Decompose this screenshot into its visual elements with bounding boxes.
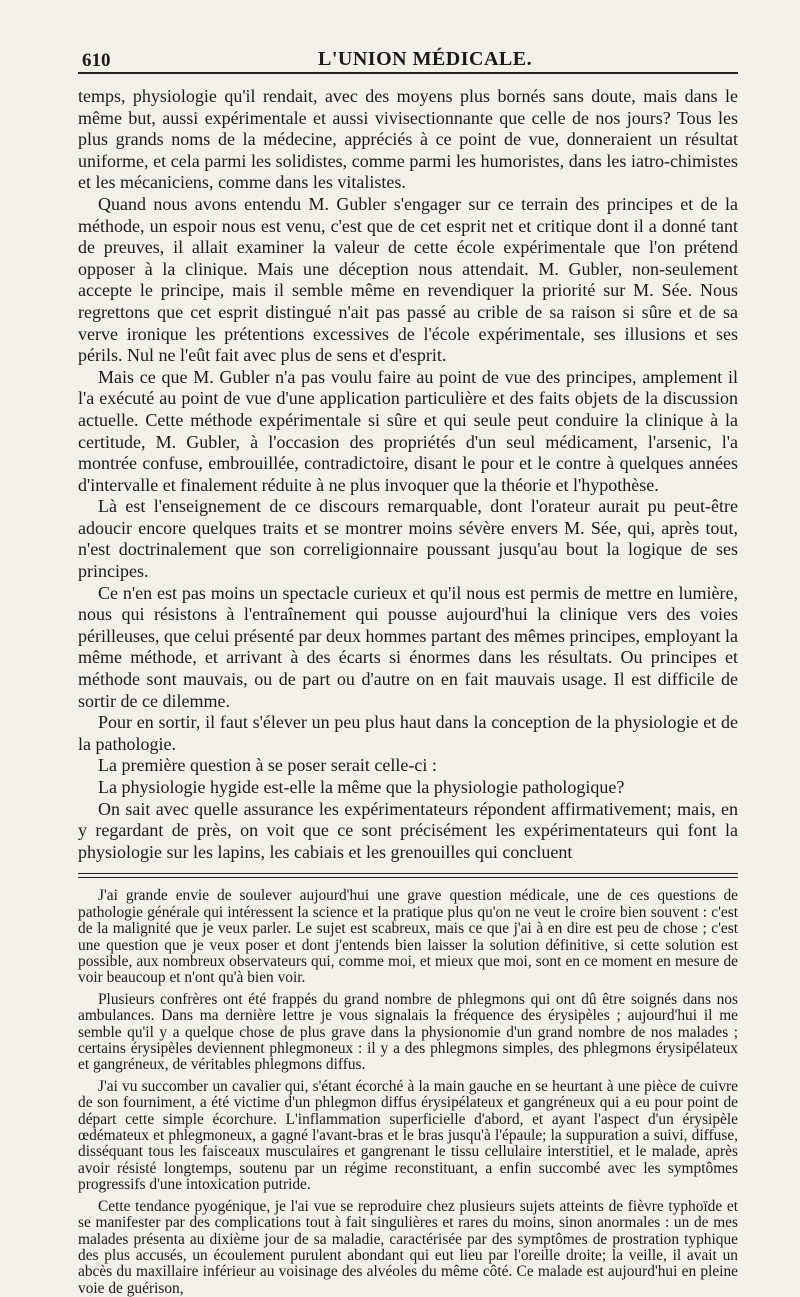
journal-page bbox=[78, 40, 738, 1297]
note-paragraph: J'ai vu succomber un cavalier qui, s'étant écorché à la main gauche en se heurtant à une pièce de cuivre de son fourniment, a été victime d'un phlegmon diffus érysipélateux et gangréneux qui a eu pour point de départ cette simple écorchure. L'inflammation superficielle d'abord, et ayant l'aspect d'un érysipèle œdémateux et phlegmoneux, a gagné l'avant-bras et le bras jusqu'à l'épaule; la suppuration a suivi, diffuse, disséquant tous les faisceaux musculaires et gangrenant le tissu cellulaire interstitiel, et le malade, après avoir résisté longtemps, soutenu par un régime reconstituant, a enfin succombé avec les symptômes progressifs d'une intoxication putride. bbox=[78, 1077, 738, 1194]
paragraph: Mais ce que M. Gubler n'a pas voulu faire au point de vue des principes, amplement il l'a exécuté au point de vue d'une application particulière et des faits objets de la discussion actuelle. Cette méthode expérimentale si sûre et qui seule peut conduire la clinique à la certitude, M. Gubler, à l'occasion des propriétés d'un seul médicament, l'arsenic, l'a montrée confuse, embrouillée, contradictoire, disant le pour et le contre à quelques années d'intervalle et finalement réduite à ne plus invoquer que la théorie et l'hypothèse. bbox=[78, 366, 738, 495]
feuilleton-text bbox=[78, 888, 738, 1297]
note-paragraph: Cette tendance pyogénique, je l'ai vue se reproduire chez plusieurs sujets atteints de fièvre typhoïde et se manifester par des complications tout à fait singulières et rares du moins, sinon anormales : un de mes malades présenta au dixième jour de sa maladie, caractérisée par des symptômes de prostration typhique des plus accusés, un écoulement purulent abondant qui eut lieu par l'oreille droite; la veille, il avait un abcès du maxillaire inférieur au voisinage des alvéoles du même côté. Ce malade est aujourd'hui en pleine voie de guérison, bbox=[78, 1197, 738, 1297]
paragraph: On sait avec quelle assurance les expérimentateurs répondent affirmativement; mais, en y regardant de près, on voit que ce sont précisément les expérimentateurs qui font la physiologie sur les lapins, les cabiais et les grenouilles qui concluent bbox=[78, 798, 738, 862]
note-paragraph: J'ai grande envie de soulever aujourd'hui une grave question médicale, une de ces questions de pathologie générale qui intéressent la science et la pratique plus qu'on ne veut le croire bien souvent : c'est de la malignité que je veux parler. Le sujet est scabreux, mais ce que j'ai à en dire est peu de chose ; c'est une question que je veux poser et dont j'entends bien laisser la solution définitive, si cette solution est possible, aux nombreux observateurs qui, comme moi, et mieux que moi, sont en ce moment en mesure de voir beaucoup et n'ont qu'à bien voir. bbox=[78, 887, 738, 987]
header-rule bbox=[78, 72, 738, 74]
note-paragraph: Plusieurs confrères ont été frappés du grand nombre de phlegmons qui ont dû être soignés dans nos ambulances. Dans ma dernière lettre je vous signalais la fréquence des érysipèles ; aujourd'hui il me semble qu'il y a quelque chose de plus grave dans la physionomie d'un grand nombre de nos malades ; certains érysipèles deviennent phlegmoneux : il y a des phlegmons simples, des phlegmons érysipélateux et gangréneux, de véritables phlegmons diffus. bbox=[78, 990, 738, 1074]
paragraph: Quand nous avons entendu M. Gubler s'engager sur ce terrain des principes et de la méthode, un espoir nous est venu, c'est que de cet esprit net et critique dont il a donné tant de preuves, il allait examiner la valeur de cette école expérimentale que l'on prétend opposer à la clinique. Mais une déception nous attendait. M. Gubler, non-seulement accepte le principe, mais il semble même en revendiquer la priorité sur M. Sée. Nous regrettons que cet esprit distingué n'ait pas passé au crible de sa raison si sûre et de sa verve ironique les prétentions excessives de l'école expérimentale, ses illusions et ses périls. Nul ne l'eût fait avec plus de sens et d'esprit. bbox=[78, 193, 738, 366]
paragraph: Là est l'enseignement de ce discours remarquable, dont l'orateur aurait pu peut-être adoucir encore quelques traits et se montrer moins sévère envers M. Sée, qui, après tout, n'est doctrinalement que son correligionnaire poussant jusqu'au bout la logique de ses principes. bbox=[78, 496, 738, 582]
paragraph: Ce n'en est pas moins un spectacle curieux et qu'il nous est permis de mettre en lumière, nous qui résistons à l'entraînement qui pousse aujourd'hui la clinique vers des voies périlleuses, que celui présenté par deux hommes partant des mêmes principes, employant la même méthode, et arrivant à des écarts si énormes dans les résultats. Ou principes et méthode sont mauvais, ou de part ou d'autre on en fait mauvais usage. Il est difficile de sortir de ce dilemme. bbox=[78, 582, 738, 711]
running-head bbox=[78, 40, 738, 72]
page-number: 610 bbox=[82, 50, 111, 71]
paragraph: Pour en sortir, il faut s'élever un peu plus haut dans la conception de la physiologie et de la pathologie. bbox=[78, 712, 738, 754]
paragraph: La physiologie hygide est-elle la même que la physiologie pathologique? bbox=[98, 777, 625, 797]
section-divider bbox=[78, 873, 738, 878]
journal-title: L'UNION MÉDICALE. bbox=[318, 48, 533, 70]
main-text bbox=[78, 86, 738, 863]
paragraph: La première question à se poser serait celle-ci : bbox=[98, 755, 437, 776]
paragraph: temps, physiologie qu'il rendait, avec des moyens plus bornés sans doute, mais dans le même but, aussi expérimentale et aussi vivisectionnante que celle de nos jours? Tous les plus grands noms de la médecine, appréciés à ce point de vue, donneraient un résultat uniforme, et cela parmi les solidistes, comme parmi les humoristes, dans les iatro-chimistes et les mécaniciens, comme dans les vitalistes. bbox=[78, 86, 738, 193]
